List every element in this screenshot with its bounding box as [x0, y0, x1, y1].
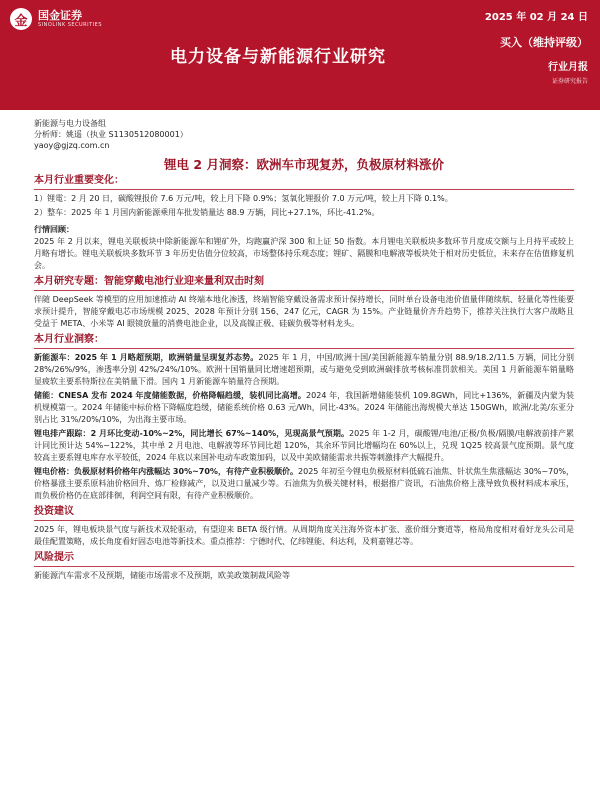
topic-text: 伴随 DeepSeek 等模型的应用加速推动 AI 终端本地化渗透，终端智能穿戴设备需求预计保持增长，同时单台设备电池价值量伴随续航、轻量化等性能要求预计提升，智能穿戴电芯市场规模 2025、2028 年预计分别 156、247 亿元，CAGR 为 15%。产业链量价齐升趋势下，推荐关注执行大客户战略且受益于 META、小米等 AI 眼镜放量的消费电池企业，以及高镍正极、硅碳负极等材料龙头。 [34, 295, 574, 328]
insight-head-storage: 储能：CNESA 发布 2024 年度储能数据，价格降幅趋缓，装机同比高增。 [34, 391, 307, 400]
document-title: 锂电 2 月洞察：欧洲车市现复苏，负极原材料涨价 [164, 157, 444, 172]
change-item-1: 1）锂電：2 月 20 日，碳酸锂报价 7.6 万元/吨，较上月下降 0.9%；氢氧化锂报价 7.0 万元/吨，较上月下降 0.1%。 [34, 194, 453, 203]
logo-text: 国金证券 [38, 9, 82, 22]
insight-text-price: 2025 年初至今锂电负极原材料低硫石油焦、针状焦生焦涨幅达 30%~70%，价格暴涨主要系原料油价格回升、炼厂检修减产，以及进口量减少等。石油焦为负极关键材料，根据推广资讯，石油焦价格上涨导致负极材料成本承压，而负极价格仍在底部徘徊，利润空间有限，有待产业积极顺价。 [34, 467, 574, 500]
section-divider [34, 189, 574, 190]
insight-head-ev: 新能源车：2025 年 1 月略超预期，欧洲销量呈现复苏态势。 [34, 353, 259, 362]
advice-text: 2025 年，锂电板块景气度与新技术双轮驱动，有望迎来 BETA 级行情。从周期角度关注海外资本扩张、涨价细分赛道等，格局角度相对看好龙头公司是最佳配置策略，成长角度看好固态电池等新技术。重点推荐：宁德时代、亿纬锂能、科达利，及莉嘉锂芯等。 [34, 525, 574, 546]
report-body [34, 118, 574, 584]
review-text: 2025 年 2 月以来，锂电关联板块中除新能源车和锂矿外，均跑赢沪深 300 和上证 50 指数。本月锂电关联板块多数环节月度成交额与上月持平或较上月略有增长。锂电关联板块多数环节 3 年历史估值分位较高，市场整体持乐观态度；锂矿、隔膜和电解液等板块处于相对历史低位，未来存在估值修复机会。 [34, 237, 574, 270]
section-divider [34, 520, 574, 521]
change-item-2: 2）整车：2025 年 1 月国内新能源乘用车批发销量达 88.9 万辆，同比+27.1%，环比-41.2%。 [34, 208, 380, 217]
logo-subtext: SINOLINK SECURITIES [38, 22, 102, 28]
analyst-name: 分析师：姚遥（执业 S1130512080001） [34, 130, 188, 139]
report-header [0, 0, 600, 110]
report-subtype: 证券研究报告 [551, 78, 588, 85]
insight-paragraph [34, 352, 574, 388]
section-heading-changes: 本月行业重要变化： [34, 175, 124, 186]
section-heading-review: 行情回顾： [34, 225, 74, 234]
insight-text-ev: 2025 年 1 月，中国/欧洲十国/美国新能源车销量分别 88.9/18.2/11.5 万辆，同比分别 28%/26%/9%，渗透率分别 42%/24%/10%。欧洲十国销量同比增速超预期，或与避免受到欧洲碳排放考核标准罚款相关。美国 1 月新能源车销量略显疲软主要系特斯拉在美销量下滑。国内 1 月新能源车销量符合预期。 [34, 353, 575, 386]
report-series-title: 电力设备与新能源行业研究 [170, 47, 386, 67]
section-divider [34, 566, 574, 567]
group-name: 新能源与电力设备组 [34, 119, 106, 128]
section-divider [34, 348, 574, 349]
section-heading-topic: 本月研究专题：智能穿戴电池行业迎来量利双击时刻 [34, 276, 264, 287]
insight-text-production: 2025 年 1-2 月，碳酸锂/电池/正极/负极/隔膜/电解液前排产累计同比预计达 54%~122%，其中单 2 月电池、电解液等环节同比超 120%，其余环节同比增幅均在 60%以上，兑现 1Q25 较高景气度预期。景气度较高主要系锂电库存水平较低，2024 年底以来国补电动车政策加码，以及中美欧储能需求共振等刺激排产大幅提升。 [34, 429, 574, 462]
company-logo [10, 8, 102, 30]
rating-label: 买入（维持评级） [500, 36, 588, 49]
insight-paragraph [34, 428, 574, 464]
logo-icon: 金 [10, 8, 32, 30]
report-date: 2025 年 02 月 24 日 [484, 12, 588, 23]
risk-text: 新能源汽车需求不及预期，储能市场需求不及预期，欧美政策制裁风险等 [34, 571, 290, 580]
insight-paragraph [34, 466, 574, 502]
insight-text-storage: 2024 年，我国新增储能装机 109.8GWh，同比+136%，新疆及内蒙为装机规模第一。2024 年储能中标价格下降幅度趋缓，储能系统价格 0.63 元/Wh，同比-43%。2024 年储能出海规模大单达 150GWh，欧洲/北美/东亚分别占比 31%/20%/10%，为出海主要市场。 [34, 391, 574, 424]
insight-head-price: 锂电价格：负极原材料价格年内涨幅达 30%~70%，有待产业积极顺价。 [34, 467, 299, 476]
author-info [34, 118, 574, 151]
report-type: 行业月报 [548, 62, 588, 73]
section-heading-advice: 投资建议 [34, 506, 74, 517]
section-heading-insight: 本月行业洞察： [34, 334, 104, 345]
insight-head-production: 锂电排产跟踪：2 月环比变动-10%~2%，同比增长 67%~140%，见现高景气预期。 [34, 429, 350, 438]
analyst-email[interactable]: yaoy@gjzq.com.cn [34, 141, 110, 150]
section-divider [34, 290, 574, 291]
insight-paragraph [34, 390, 574, 426]
section-heading-risk: 风险提示 [34, 552, 74, 563]
